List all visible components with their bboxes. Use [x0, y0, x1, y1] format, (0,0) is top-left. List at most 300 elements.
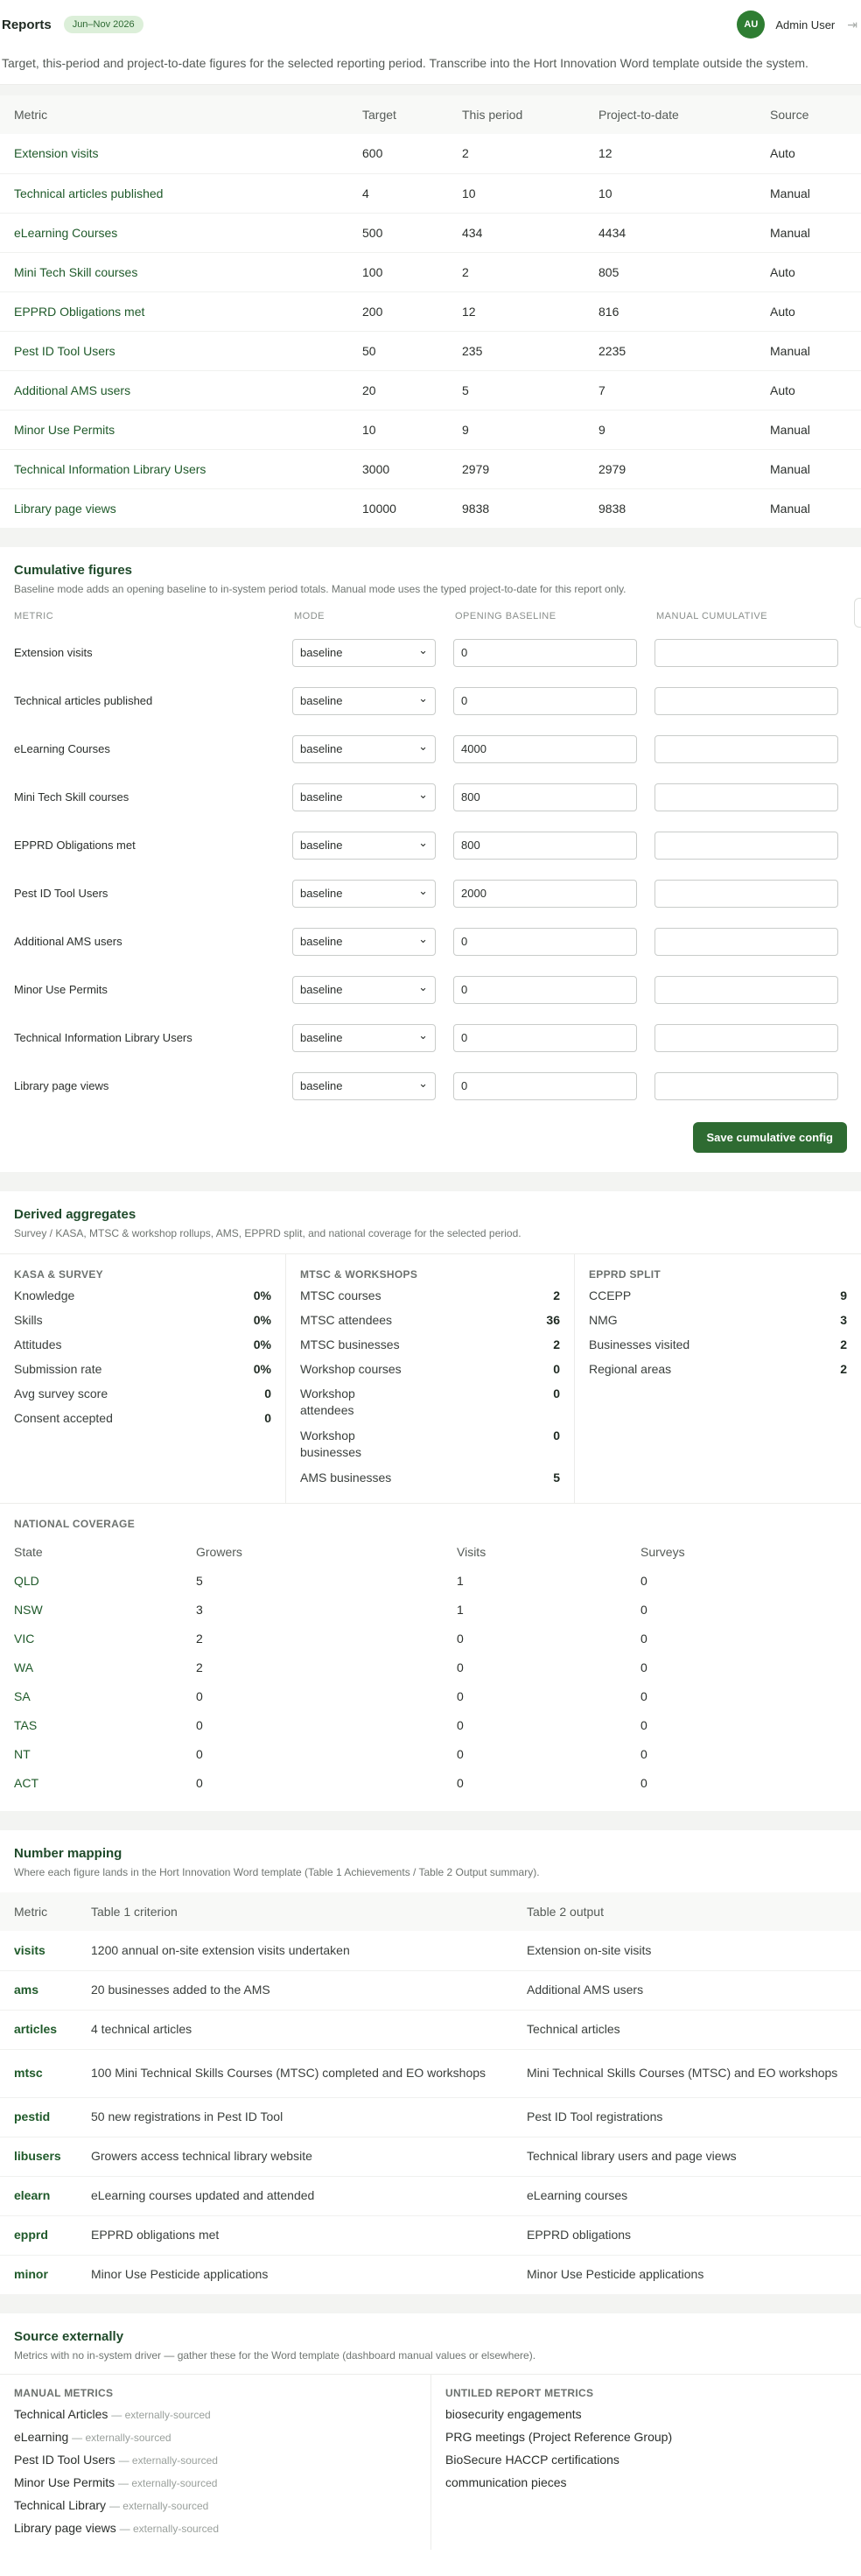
stat-row	[14, 1361, 271, 1386]
mapping-key-cell: visits	[14, 1942, 46, 1957]
col-metric: Metric	[0, 95, 348, 134]
nat-col-state: State	[14, 1544, 43, 1559]
list-item	[14, 2516, 416, 2539]
manual-cumulative-input[interactable]	[654, 783, 838, 811]
period-cell: 2979	[448, 449, 584, 488]
national-title: NATIONAL COVERAGE	[14, 1518, 135, 1530]
table-row	[0, 134, 861, 173]
mapping-key-cell: epprd	[0, 2215, 77, 2255]
cumulative-subtitle: Baseline mode adds an opening baseline to in-system period totals. Manual mode uses the typed project-to-date for this report only.	[14, 583, 626, 595]
table-row	[14, 1653, 847, 1681]
stat-label: Avg survey score	[14, 1386, 108, 1400]
cum-baseline-cell	[441, 965, 642, 1014]
map-col-t1: Table 1 criterion	[77, 1892, 513, 1931]
stat-label: MTSC courses	[300, 1288, 382, 1302]
metric-cell: Library page views	[0, 488, 348, 528]
manual-metric-name: Library page views	[14, 2521, 116, 2535]
epprd-title: EPPRD SPLIT	[589, 1268, 661, 1281]
table-row	[0, 2255, 861, 2294]
side-panel-handle[interactable]	[854, 598, 861, 628]
stat-row	[14, 1312, 271, 1337]
mode-select[interactable]	[292, 880, 436, 908]
externally-sourced-note: — externally-sourced	[119, 2523, 220, 2535]
state-cell: TAS	[14, 1717, 38, 1732]
stat-row	[300, 1386, 560, 1428]
stat-label: Businesses visited	[589, 1337, 690, 1351]
surveys-cell: 0	[640, 1688, 648, 1703]
opening-baseline-value: 800	[461, 790, 480, 804]
cum-mode-cell	[280, 677, 441, 725]
stat-row	[14, 1288, 271, 1312]
visits-cell: 0	[457, 1775, 464, 1790]
cum-manual-cell	[642, 677, 844, 725]
visits-cell: 0	[457, 1746, 464, 1761]
cum-col-metric: METRIC	[14, 611, 54, 621]
table-row	[0, 1970, 861, 2010]
visits-cell: 1	[457, 1602, 464, 1617]
stat-label: MTSC attendees	[300, 1313, 393, 1327]
cumulative-title: Cumulative figures	[14, 563, 133, 578]
mode-select[interactable]	[292, 687, 436, 715]
target-cell: 3000	[348, 449, 448, 488]
opening-baseline-input[interactable]	[453, 687, 637, 715]
list-item	[14, 2494, 416, 2516]
chevron-down-icon: ⌄	[418, 642, 428, 656]
externally-sourced-note: — externally-sourced	[108, 2500, 209, 2512]
intro-text: Target, this-period and project-to-date figures for the selected reporting period. Transcribe into the Hort Innovation Word template outside the system.	[0, 49, 861, 85]
opening-baseline-input[interactable]	[453, 783, 637, 811]
source-cell: Manual	[756, 331, 861, 370]
ptd-cell: 4434	[584, 213, 756, 252]
chevron-down-icon: ⌄	[418, 1028, 428, 1042]
save-cumulative-button[interactable]: Save cumulative config	[693, 1122, 848, 1153]
chevron-down-icon: ⌄	[418, 835, 428, 849]
target-cell: 100	[348, 252, 448, 291]
target-cell: 50	[348, 331, 448, 370]
visits-cell: 0	[457, 1688, 464, 1703]
table-row	[0, 173, 861, 213]
ptd-cell: 2235	[584, 331, 756, 370]
stat-value: 0%	[253, 1313, 271, 1327]
opening-baseline-value: 0	[461, 646, 468, 659]
nat-col-surveys: Surveys	[640, 1544, 685, 1559]
stat-value: 2	[840, 1337, 847, 1351]
mode-select[interactable]	[292, 928, 436, 956]
table2-output-cell: EPPRD obligations	[513, 2215, 861, 2255]
cum-manual-cell	[642, 917, 844, 965]
list-item	[14, 2471, 416, 2494]
period-cell: 2	[462, 146, 469, 161]
surveys-cell: 0	[640, 1717, 648, 1732]
cum-mode-cell	[280, 821, 441, 869]
stat-label: Attitudes	[14, 1337, 62, 1351]
table-row	[0, 2097, 861, 2137]
target-cell: 200	[348, 291, 448, 331]
surveys-cell: 0	[640, 1775, 648, 1790]
opening-baseline-input[interactable]	[453, 880, 637, 908]
cum-baseline-cell	[441, 725, 642, 773]
cumulative-grid	[0, 595, 861, 1110]
metric-cell: eLearning Courses	[0, 213, 348, 252]
mode-select-value: baseline	[300, 839, 343, 852]
visits-cell: 0	[457, 1660, 464, 1674]
cum-metric-label: EPPRD Obligations met	[14, 839, 136, 852]
list-item: PRG meetings (Project Reference Group)	[445, 2430, 673, 2444]
source-cell: Manual	[756, 488, 861, 528]
table1-criterion-cell: Growers access technical library website	[77, 2137, 513, 2176]
manual-cumulative-input[interactable]	[654, 639, 838, 667]
external-card	[0, 2313, 861, 2576]
opening-baseline-input[interactable]	[453, 976, 637, 1004]
growers-cell: 0	[196, 1717, 203, 1732]
list-item	[14, 2448, 416, 2471]
cum-manual-cell	[642, 869, 844, 917]
stat-value: 9	[840, 1288, 847, 1302]
mapping-key-cell: pestid	[0, 2097, 77, 2137]
ptd-cell: 2979	[584, 449, 756, 488]
col-source: Source	[756, 95, 861, 134]
visits-cell: 0	[457, 1717, 464, 1732]
mtsc-title: MTSC & WORKSHOPS	[300, 1268, 418, 1281]
state-cell: SA	[14, 1688, 31, 1703]
opening-baseline-input[interactable]	[453, 928, 637, 956]
table2-output-cell: Mini Technical Skills Courses (MTSC) and EO workshops	[513, 2049, 861, 2097]
table2-output-cell: Additional AMS users	[513, 1970, 861, 2010]
stat-row	[589, 1312, 847, 1337]
table-row	[14, 1681, 847, 1710]
state-cell: WA	[14, 1660, 34, 1674]
map-col-metric: Metric	[0, 1892, 77, 1931]
table-row	[14, 1768, 847, 1797]
stat-value: 0%	[253, 1337, 271, 1351]
target-cell: 20	[348, 370, 448, 410]
mode-select-value: baseline	[300, 935, 343, 948]
cum-manual-cell	[642, 628, 844, 677]
period-cell: 5	[448, 370, 584, 410]
opening-baseline-value: 0	[461, 935, 468, 948]
cum-manual-cell	[642, 965, 844, 1014]
table2-output-cell: Minor Use Pesticide applications	[513, 2255, 861, 2294]
target-cell: 10000	[348, 488, 448, 528]
summary-card	[0, 95, 861, 528]
table2-output-cell: eLearning courses	[513, 2176, 861, 2215]
table-row	[0, 291, 861, 331]
opening-baseline-input[interactable]	[453, 1072, 637, 1100]
stat-value: 2	[553, 1337, 560, 1351]
stat-row	[589, 1361, 847, 1386]
manual-cumulative-input[interactable]	[654, 976, 838, 1004]
stat-row	[300, 1312, 560, 1337]
cum-mode-cell	[280, 628, 441, 677]
stat-row	[300, 1288, 560, 1312]
derived-title: Derived aggregates	[14, 1207, 136, 1222]
mode-select[interactable]	[292, 783, 436, 811]
cum-col-mode: MODE	[294, 611, 325, 621]
externally-sourced-note: — externally-sourced	[72, 2432, 172, 2444]
ptd-cell: 805	[584, 252, 756, 291]
chevron-down-icon: ⌄	[418, 691, 428, 705]
manual-metric-name: Technical Articles	[14, 2407, 108, 2421]
opening-baseline-value: 0	[461, 1031, 468, 1044]
manual-cumulative-input[interactable]	[654, 1072, 838, 1100]
surveys-cell: 0	[640, 1602, 648, 1617]
cum-metric-label: Additional AMS users	[14, 935, 122, 948]
state-cell: QLD	[14, 1573, 39, 1588]
surveys-cell: 0	[640, 1573, 648, 1588]
chevron-down-icon: ⌄	[418, 883, 428, 897]
stat-value: 5	[553, 1470, 560, 1485]
summary-table	[0, 95, 861, 528]
opening-baseline-input[interactable]	[453, 832, 637, 860]
avatar[interactable]: AU	[737, 11, 765, 39]
ptd-cell: 9838	[584, 488, 756, 528]
period-cell: 9838	[448, 488, 584, 528]
source-cell: Auto	[756, 252, 861, 291]
opening-baseline-input[interactable]	[453, 639, 637, 667]
stat-value: 0%	[253, 1288, 271, 1302]
growers-cell: 2	[196, 1631, 203, 1646]
national-coverage	[0, 1504, 861, 1811]
stat-label: Submission rate	[14, 1362, 102, 1376]
table1-criterion-cell: 1200 annual on-site extension visits undertaken	[91, 1942, 350, 1957]
ptd-cell: 10	[584, 173, 756, 213]
stat-value: 0	[264, 1386, 271, 1400]
growers-cell: 2	[196, 1660, 203, 1674]
cumulative-card	[0, 547, 861, 1172]
mode-select-value: baseline	[300, 1031, 343, 1044]
cum-manual-cell	[642, 1062, 844, 1110]
untiled-title: UNTILED REPORT METRICS	[445, 2387, 594, 2399]
mapping-key-cell: minor	[0, 2255, 77, 2294]
manual-cumulative-input[interactable]	[654, 928, 838, 956]
external-subtitle: Metrics with no in-system driver — gather these for the Word template (dashboard manual values or elsewhere).	[14, 2349, 536, 2362]
mapping-key-cell: mtsc	[0, 2049, 77, 2097]
opening-baseline-value: 0	[461, 983, 468, 996]
ptd-cell: 7	[584, 370, 756, 410]
table-row	[0, 252, 861, 291]
manual-cumulative-input[interactable]	[654, 880, 838, 908]
growers-cell: 5	[196, 1573, 203, 1588]
target-cell: 500	[348, 213, 448, 252]
manual-metric-name: Technical Library	[14, 2498, 107, 2512]
cum-metric-label: Minor Use Permits	[14, 983, 108, 996]
col-period: This period	[448, 95, 584, 134]
manual-title: MANUAL METRICS	[14, 2387, 114, 2399]
list-item: communication pieces	[445, 2475, 567, 2489]
source-cell: Auto	[756, 291, 861, 331]
opening-baseline-input[interactable]	[453, 1024, 637, 1052]
metric-cell: Technical articles published	[0, 173, 348, 213]
table-row	[0, 331, 861, 370]
chevron-down-icon: ⌄	[418, 979, 428, 993]
kasa-panel	[0, 1254, 285, 1503]
national-table	[14, 1537, 847, 1797]
stat-row	[14, 1410, 271, 1435]
mode-select-value: baseline	[300, 1079, 343, 1092]
table2-output-cell: Pest ID Tool registrations	[513, 2097, 861, 2137]
cum-mode-cell	[280, 869, 441, 917]
col-target: Target	[348, 95, 448, 134]
externally-sourced-note: — externally-sourced	[118, 2477, 218, 2489]
table-row	[0, 2010, 861, 2049]
source-cell: Manual	[756, 449, 861, 488]
growers-cell: 0	[196, 1775, 203, 1790]
table2-output-cell: Technical library users and page views	[513, 2137, 861, 2176]
opening-baseline-value: 4000	[461, 742, 486, 755]
mode-select[interactable]	[292, 1072, 436, 1100]
manual-cumulative-input[interactable]	[654, 687, 838, 715]
period-cell: 12	[448, 291, 584, 331]
opening-baseline-value: 0	[461, 694, 468, 707]
ptd-cell: 12	[598, 146, 612, 161]
table2-output-cell: Extension on-site visits	[527, 1942, 652, 1957]
cum-metric-label: Technical articles published	[14, 694, 153, 707]
page-title: Reports	[2, 17, 52, 32]
table-row	[0, 370, 861, 410]
table1-criterion-cell: 50 new registrations in Pest ID Tool	[77, 2097, 513, 2137]
table-row	[0, 2137, 861, 2176]
manual-cumulative-input[interactable]	[654, 832, 838, 860]
kasa-title: KASA & SURVEY	[14, 1268, 103, 1281]
period-cell: 434	[448, 213, 584, 252]
table-row	[0, 488, 861, 528]
chevron-down-icon: ⌄	[418, 739, 428, 753]
source-cell: Auto	[756, 370, 861, 410]
surveys-cell: 0	[640, 1746, 648, 1761]
ptd-cell: 816	[584, 291, 756, 331]
derived-subtitle: Survey / KASA, MTSC & workshop rollups, AMS, EPPRD split, and national coverage for the selected period.	[14, 1227, 522, 1239]
table1-criterion-cell: 20 businesses added to the AMS	[77, 1970, 513, 2010]
opening-baseline-value: 0	[461, 1079, 468, 1092]
ptd-cell: 9	[584, 410, 756, 449]
cum-baseline-cell	[441, 917, 642, 965]
cum-baseline-cell	[441, 628, 642, 677]
opening-baseline-value: 2000	[461, 887, 486, 900]
period-cell: 9	[448, 410, 584, 449]
stat-label: Knowledge	[14, 1288, 75, 1302]
growers-cell: 3	[196, 1602, 203, 1617]
manual-metric-name: eLearning	[14, 2430, 69, 2444]
stat-value: 0%	[253, 1362, 271, 1376]
col-ptd: Project-to-date	[584, 95, 756, 134]
source-cell: Manual	[756, 213, 861, 252]
manual-metric-name: Minor Use Permits	[14, 2475, 116, 2489]
manual-cumulative-input[interactable]	[654, 1024, 838, 1052]
table1-criterion-cell: 100 Mini Technical Skills Courses (MTSC) completed and EO workshops	[77, 2049, 513, 2097]
metric-cell: Extension visits	[14, 146, 99, 161]
username[interactable]: Admin User	[775, 18, 836, 32]
mapping-key-cell: ams	[0, 1970, 77, 2010]
period-cell: 2	[448, 252, 584, 291]
epprd-panel	[574, 1254, 861, 1503]
source-cell: Manual	[756, 173, 861, 213]
table-row	[0, 449, 861, 488]
chevron-down-icon: ⌄	[418, 787, 428, 801]
manual-cumulative-input[interactable]	[654, 735, 838, 763]
table1-criterion-cell: EPPRD obligations met	[77, 2215, 513, 2255]
mode-select[interactable]	[292, 976, 436, 1004]
table-row	[0, 1931, 861, 1970]
list-item: biosecurity engagements	[445, 2407, 582, 2421]
growers-cell: 0	[196, 1746, 203, 1761]
table-row	[14, 1566, 847, 1595]
opening-baseline-input[interactable]	[453, 735, 637, 763]
metric-cell: Additional AMS users	[0, 370, 348, 410]
top-bar	[0, 0, 861, 49]
mtsc-panel	[285, 1254, 574, 1503]
surveys-cell: 0	[640, 1631, 648, 1646]
cum-manual-cell	[642, 773, 844, 821]
mode-select[interactable]	[292, 735, 436, 763]
mapping-card	[0, 1830, 861, 2294]
stat-value: 2	[553, 1288, 560, 1302]
cum-mode-cell	[280, 773, 441, 821]
untiled-metrics-panel	[430, 2375, 861, 2550]
metric-cell: Minor Use Permits	[0, 410, 348, 449]
stat-label: Workshop businesses	[300, 1428, 362, 1459]
stat-label: Workshop attendees	[300, 1386, 355, 1417]
growers-cell: 0	[196, 1688, 203, 1703]
manual-metric-name: Pest ID Tool Users	[14, 2453, 116, 2467]
stat-value: 0	[553, 1386, 560, 1400]
mode-select[interactable]	[292, 639, 436, 667]
mode-select[interactable]	[292, 1024, 436, 1052]
table-row	[0, 213, 861, 252]
table-row	[14, 1710, 847, 1739]
stat-value: 3	[840, 1313, 847, 1327]
cum-mode-cell	[280, 725, 441, 773]
stat-row	[300, 1428, 560, 1470]
cum-col-baseline: OPENING BASELINE	[455, 611, 556, 621]
cum-mode-cell	[280, 917, 441, 965]
chevron-down-icon: ⌄	[418, 1076, 428, 1090]
mapping-table	[0, 1892, 861, 2294]
stat-value: 2	[840, 1362, 847, 1376]
period-cell: 10	[448, 173, 584, 213]
stat-row	[589, 1337, 847, 1361]
table-row	[14, 1739, 847, 1768]
period-badge[interactable]: Jun–Nov 2026	[64, 16, 144, 33]
mapping-key-cell: elearn	[0, 2176, 77, 2215]
cum-metric-label: Library page views	[14, 1079, 109, 1092]
manual-metrics-panel	[0, 2375, 430, 2550]
visits-cell: 0	[457, 1631, 464, 1646]
stat-row	[14, 1337, 271, 1361]
logout-icon[interactable]: ⇥	[847, 17, 858, 32]
cum-metric-label: eLearning Courses	[14, 742, 110, 755]
mapping-subtitle: Where each figure lands in the Hort Innovation Word template (Table 1 Achievements / Table 2 Output summary).	[14, 1866, 540, 1878]
stat-label: Workshop courses	[300, 1362, 402, 1376]
stat-label: NMG	[589, 1313, 618, 1327]
metric-cell: EPPRD Obligations met	[0, 291, 348, 331]
stat-row	[14, 1386, 271, 1410]
mapping-key-cell: libusers	[0, 2137, 77, 2176]
stat-label: CCEPP	[589, 1288, 632, 1302]
source-cell: Auto	[770, 146, 795, 161]
stat-label: AMS businesses	[300, 1470, 392, 1485]
table-row	[0, 2049, 861, 2097]
period-cell: 235	[448, 331, 584, 370]
mode-select[interactable]	[292, 832, 436, 860]
nat-col-growers: Growers	[196, 1544, 242, 1559]
chevron-down-icon: ⌄	[418, 931, 428, 945]
stat-value: 0	[553, 1428, 560, 1442]
cum-baseline-cell	[441, 1014, 642, 1062]
target-cell: 10	[348, 410, 448, 449]
cum-baseline-cell	[441, 1062, 642, 1110]
table-row	[0, 2215, 861, 2255]
mode-select-value: baseline	[300, 742, 343, 755]
